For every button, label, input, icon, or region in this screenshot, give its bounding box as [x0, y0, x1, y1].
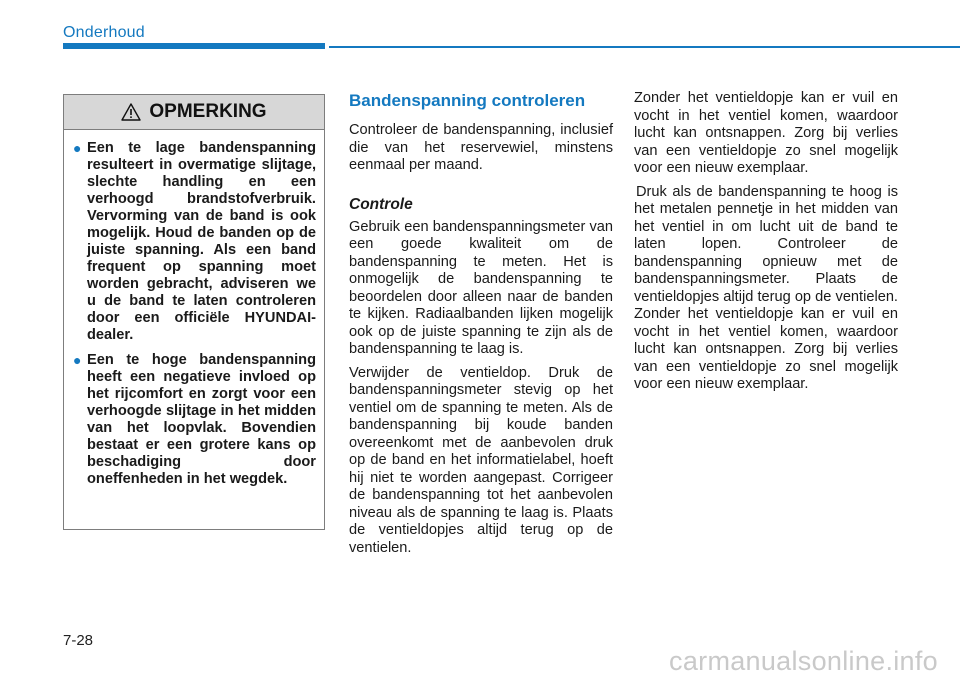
- note-item: [73, 140, 316, 344]
- subheading: Controle: [349, 195, 413, 213]
- note-list: [64, 130, 324, 488]
- note-title: OPMERKING: [149, 101, 267, 122]
- middle-column: [349, 90, 613, 563]
- section-title: Onderhoud: [63, 24, 145, 41]
- section-heading: Bandenspanning controleren: [349, 91, 586, 110]
- note-header: [64, 95, 324, 130]
- header-rule-thick: [63, 43, 325, 49]
- paragraph: Druk als de bandenspanning te hoog is het metalen pennetje in het midden van het ventiel in om lucht uit de band te laten lopen. Controleer de bandenspanning opnieuw met de bandenspanningsmeter. Plaats de ventieldopjes altijd terug op de ventielen. Zonder het ventieldopje kan er vuil en vocht in het ventiel komen, waardoor lucht kan ontsnappen. Zorg bij verlies van een ventieldopje zo snel mogelijk voor een nieuw exemplaar.: [634, 183, 898, 392]
- paragraph: Verwijder de ventieldop. Druk de bandenspanningsmeter stevig op het ventiel om de spanning te meten. Als de bandenspanning bij koude banden overeenkomt met de aanbevolen druk op de band en het informatielabel, hoeft hij niet te worden aangepast. Corrigeer de bandenspanning tot het aanbevolen niveau als de spanning te laag is. Plaats de ventieldopjes altijd terug op de ventielen.: [349, 364, 613, 556]
- note-item-text: Een te hoge bandenspanning heeft een negatieve invloed op het rijcomfort en zorgt voor een verhoogde slijtage in het midden van het loopvlak. Bovendien bestaat er een grotere kans op beschadiging door oneffenheden in het wegdek.: [87, 352, 316, 487]
- header-rule-thin: [329, 46, 960, 48]
- page-number: 7-28: [63, 632, 94, 649]
- paragraph: Zonder het ventieldopje kan er vuil en vocht in het ventiel komen, waardoor lucht kan ontsnappen. Zorg bij verlies van een ventieldopje zo snel mogelijk voor een nieuw exemplaar.: [634, 90, 898, 176]
- right-column: [634, 90, 898, 400]
- watermark: carmanualsonline.info: [669, 646, 938, 676]
- bullet-dot-icon: ●: [73, 140, 82, 156]
- intro-paragraph: Controleer de bandenspanning, inclusief die van het reservewiel, minstens eenmaal per maand.: [349, 122, 613, 173]
- note-box: [63, 94, 325, 530]
- bullet-dot-icon: ●: [73, 352, 82, 368]
- paragraph: Gebruik een bandenspanningsmeter van een goede kwaliteit om de bandenspanning te meten. Het is onmogelijk de bandenspanning te beoordelen door alleen naar de banden te kijken. Radiaalbanden lijken mogelijk ook op de juiste spanning te zijn als de bandenspanning te laag is.: [349, 218, 613, 357]
- warning-triangle-icon: [121, 103, 141, 121]
- note-item-text: Een te lage bandenspanning resulteert in overmatige slijtage, slechte handling en een verhoogd brandstofverbruik. Vervorming van de band is ook mogelijk. Houd de banden op de juiste spanning. Als een band frequent op spanning moet worden gebracht, adviseren we u de band te laten controleren door een officiële HYUNDAI-dealer.: [87, 140, 316, 343]
- note-item: [73, 352, 316, 488]
